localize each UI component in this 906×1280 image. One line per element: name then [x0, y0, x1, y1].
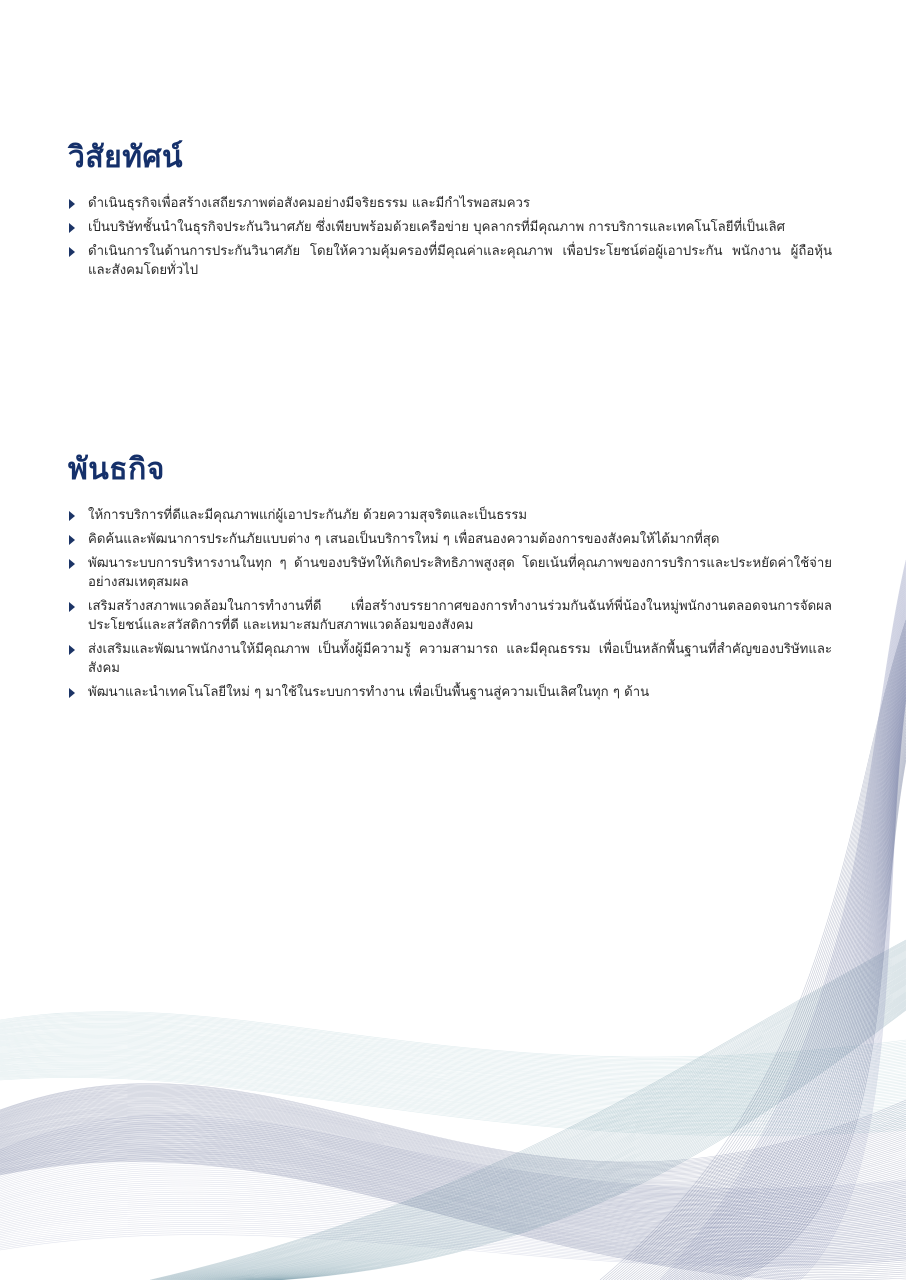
mission-item	[68, 640, 832, 678]
mission-section	[68, 452, 832, 707]
mission-item	[68, 597, 832, 635]
vision-item-text: ดำเนินการในด้านการประกันวินาศภัย โดยให้ความคุ้มครองที่มีคุณค่าและคุณภาพ เพื่อประโยชน์ต่อผู้เอาประกัน พนักงาน ผู้ถือหุ้น และสังคมโดยทั่วไป	[88, 244, 832, 278]
triangle-bullet-icon	[69, 688, 75, 698]
mission-item-text: ส่งเสริมและพัฒนาพนักงานให้มีคุณภาพ เป็นทั้งผู้มีความรู้ ความสามารถ และมีคุณธรรม เพื่อเป็นหลักพื้นฐานที่สำคัญของบริษัทและสังคม	[88, 642, 832, 676]
triangle-bullet-icon	[69, 559, 75, 569]
triangle-bullet-icon	[69, 199, 75, 209]
vision-section	[68, 140, 832, 285]
mission-item	[68, 506, 832, 525]
vision-item-text: ดำเนินธุรกิจเพื่อสร้างเสถียรภาพต่อสังคมอย่างมีจริยธรรม และมีกำไรพอสมควร	[88, 196, 531, 211]
mission-item	[68, 530, 832, 549]
mission-item-text: พัฒนาระบบการบริหารงานในทุก ๆ ด้านของบริษัทให้เกิดประสิทธิภาพสูงสุด โดยเน้นที่คุณภาพของการบริการและประหยัดค่าใช้จ่ายอย่างสมเหตุสมผล	[88, 556, 832, 590]
triangle-bullet-icon	[69, 602, 75, 612]
triangle-bullet-icon	[69, 511, 75, 521]
triangle-bullet-icon	[69, 535, 75, 545]
vision-list	[68, 194, 832, 280]
mission-item-text: ให้การบริการที่ดีและมีคุณภาพแก่ผู้เอาประกันภัย ด้วยความสุจริตและเป็นธรรม	[88, 508, 528, 523]
mission-item-text: พัฒนาและนำเทคโนโลยีใหม่ ๆ มาใช้ในระบบการทำงาน เพื่อเป็นพื้นฐานสู่ความเป็นเลิศในทุก ๆ ด้าน	[88, 685, 650, 700]
vision-item	[68, 218, 832, 237]
vision-title: วิสัยทัศน์	[68, 140, 184, 175]
mission-item	[68, 683, 832, 702]
vision-item	[68, 242, 832, 280]
triangle-bullet-icon	[69, 223, 75, 233]
triangle-bullet-icon	[69, 645, 75, 655]
mission-title: พันธกิจ	[68, 452, 165, 487]
mission-list	[68, 506, 832, 702]
mission-item-text: คิดค้นและพัฒนาการประกันภัยแบบต่าง ๆ เสนอเป็นบริการใหม่ ๆ เพื่อสนองความต้องการของสังคมให้ได้มากที่สุด	[88, 532, 720, 547]
vision-item	[68, 194, 832, 213]
vision-item-text: เป็นบริษัทชั้นนำในธุรกิจประกันวินาศภัย ซึ่งเพียบพร้อมด้วยเครือข่าย บุคลากรที่มีคุณภาพ การบริการและเทคโนโลยีที่เป็นเลิศ	[88, 220, 785, 235]
triangle-bullet-icon	[69, 247, 75, 257]
mission-item-text: เสริมสร้างสภาพแวดล้อมในการทำงานที่ดี เพื่อสร้างบรรยากาศของการทำงานร่วมกันฉันท์พี่น้องในหมู่พนักงานตลอดจนการจัดผลประโยชน์และสวัสดิการที่ดี และเหมาะสมกับสภาพแวดล้อมของสังคม	[88, 599, 832, 633]
mission-item	[68, 554, 832, 592]
